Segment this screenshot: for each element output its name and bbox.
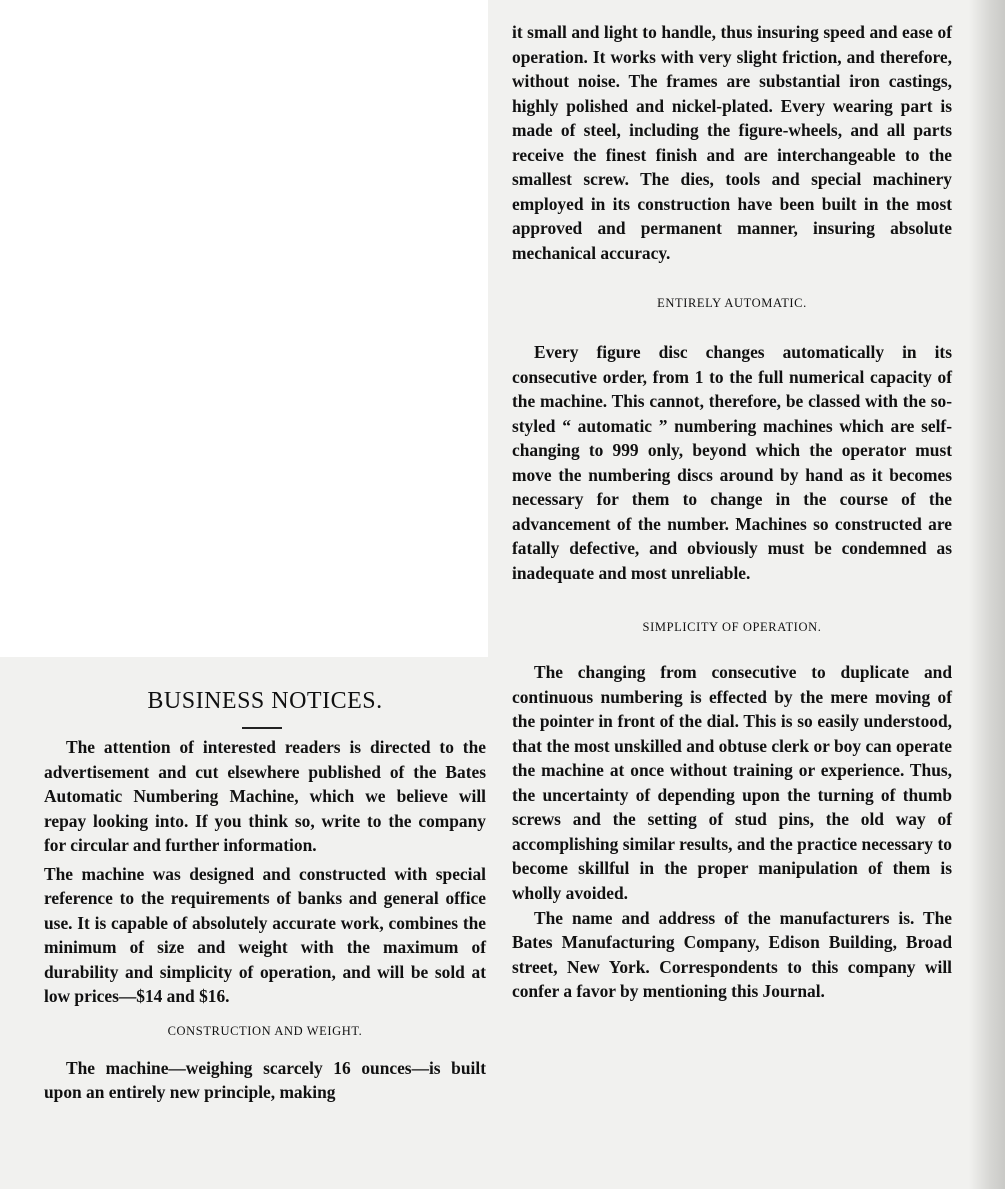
- manufacturer-paragraph: The name and address of the manufacturers is. The Bates Manufacturing Company, Edison Building, Broad street, New York. Correspondents to this company will confer a favor by mentioning this Journal.: [512, 907, 952, 1002]
- page-edge-shadow: [969, 0, 1005, 1189]
- notice-paragraph-2: The machine was designed and constructed with special reference to the requirements of banks and general office use. It is capable of absolutely accurate work, combines the minimum of size and weight with the maximum of durability and simplicity of operation, and will be sold at low prices—$14 and $16.: [44, 863, 486, 1007]
- business-notices-title: BUSINESS NOTICES.: [147, 688, 383, 714]
- heading-simplicity-of-operation: SIMPLICITY OF OPERATION.: [642, 620, 822, 635]
- left-column: [44, 735, 486, 1105]
- heading-entirely-automatic: ENTIRELY AUTOMATIC.: [657, 296, 807, 311]
- heading-construction-and-weight: CONSTRUCTION AND WEIGHT.: [167, 1024, 363, 1039]
- automatic-paragraph: Every figure disc changes automatically in its consecutive order, from 1 to the full numerical capacity of the machine. This cannot, therefore, be classed with the so-styled “ automatic ” numbering machines which are self-changing to 999 only, beyond which the operator must move the numbering discs around by hand as it becomes necessary for them to change in the course of the advancement of the number. Machines so constructed are fatally defective, and obviously must be condemned as inadequate and most unreliable.: [512, 342, 952, 583]
- simplicity-paragraph: The changing from consecutive to duplicate and continuous numbering is effected by the mere moving of the pointer in front of the dial. This is so easily understood, that the most unskilled and obtuse clerk or boy can operate the machine at once without training or experience. Thus, the uncertainty of depending upon the turning of thumb screws and the setting of stud pins, the old way of accomplishing similar results, and the practice necessary to become skillful in the proper manipulation of them is wholly avoided.: [512, 662, 952, 903]
- title-rule: [242, 727, 282, 729]
- intro-paragraph: it small and light to handle, thus insuring speed and ease of operation. It works with very slight friction, and therefore, without noise. The frames are substantial iron castings, highly polished and nickel-plated. Every wearing part is made of steel, including the figure-wheels, and all parts receive the finest finish and are interchangeable to the smallest screw. The dies, tools and special machinery employed in its construction have been built in the most approved and permanent manner, insuring absolute mechanical accuracy.: [512, 22, 952, 263]
- construction-paragraph: The machine—weighing scarcely 16 ounces—is built upon an entirely new principle, making: [44, 1057, 486, 1103]
- notice-paragraph-1: The attention of interested readers is directed to the advertisement and cut elsewhere published of the Bates Automatic Numbering Machine, which we believe will repay looking into. If you think so, write to the company for circular and further information.: [44, 737, 486, 856]
- right-column: [512, 20, 952, 1004]
